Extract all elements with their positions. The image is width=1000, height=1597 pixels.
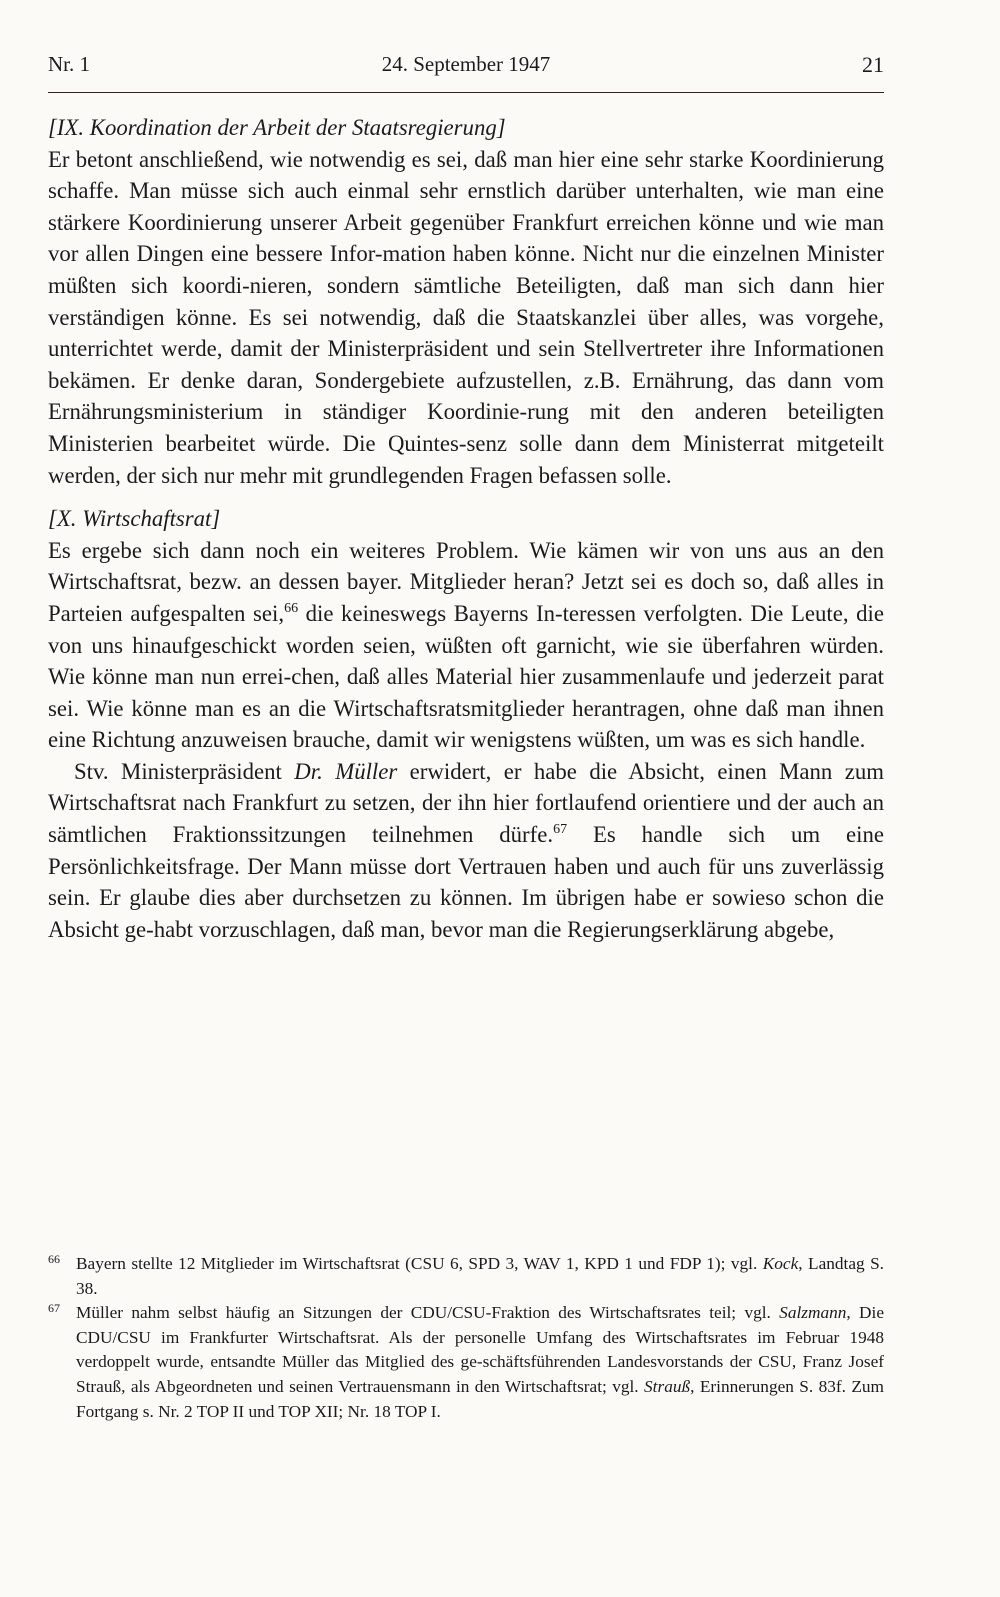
page-header	[48, 48, 884, 93]
footnote-66: 66 Bayern stellte 12 Mitglieder im Wirtschaftsrat (CSU 6, SPD 3, WAV 1, KPD 1 und FDP 1); vgl. Kock, Landtag S. 38.	[48, 1252, 884, 1301]
section-ix-title: [IX. Koordination der Arbeit der Staatsregierung]	[48, 115, 506, 140]
main-text	[48, 112, 884, 945]
footnote-67: 67 Müller nahm selbst häufig an Sitzungen der CDU/CSU-Fraktion des Wirtschaftsrates teil; vgl. Salzmann, Die CDU/CSU im Frankfurter Wirtschaftsrat. Als der personelle Umfang des Wirtschaftsrates im Februar 1948 verdoppelt wurde, entsandte Müller das Mitglied des ge-schäftsführenden Landesvorstands der CSU, Franz Josef Strauß, als Abgeordneten und seinen Vertrauensmann in den Wirtschaftsrat; vgl. Strauß, Erinnerungen S. 83f. Zum Fortgang s. Nr. 2 TOP II und TOP XII; Nr. 18 TOP I.	[48, 1301, 884, 1424]
person-name: Dr. Müller	[294, 758, 398, 784]
footnote-ref-67[interactable]: 67	[553, 822, 568, 838]
page-number: 21	[862, 52, 884, 77]
document-number: Nr. 1	[48, 52, 90, 76]
footnote-ref-66[interactable]: 66	[284, 600, 299, 616]
document-date: 24. September 1947	[381, 52, 551, 76]
section-x-title: [X. Wirtschaftsrat]	[48, 506, 221, 532]
footnote-number: 67	[48, 1301, 60, 1316]
footnotes	[48, 1252, 884, 1424]
footnote-number: 66	[48, 1252, 60, 1266]
section-x-paragraph-1: Es ergebe sich dann noch ein weiteres Problem. Wie kämen wir von uns aus an den Wirtschaftsrat, bezw. an dessen bayer. Mitglieder heran? Jetzt sei es doch so, daß alles in Parteien aufgespalten sei,$^{66}$ die keineswegs Bayerns In-teressen verfolgten. Die Leute, die von uns hinaufgeschickt worden seien, wüßten oft garnicht, wie sie überfahren würden. Wie könne man nun errei-chen, daß alles Material hier zusammenlaufe und jederzeit parat sei. Wie könne man es an die Wirtschaftsratsmitglieder herantragen, ohne daß man ihnen eine Richtung anzuweisen brauche, damit wir wenigstens wüßten, um was es sich handle.	[48, 537, 885, 753]
section-x-paragraph-2: Stv. Ministerpräsident Dr. Müller erwidert, er habe die Absicht, einen Mann zum Wirtschaftsrat nach Frankfurt zu setzen, der ihn hier fortlaufend orientiere und der auch an sämtlichen Fraktionssitzungen teilnehmen dürfe.$^{67}$ Es handle sich um eine Persönlichkeitsfrage. Der Mann müsse dort Vertrauen haben und auch für uns zuverlässig sein. Er glaube dies aber durchsetzen zu können. Im übrigen habe er sowieso schon die Absicht ge-habt vorzuschlagen, daß man, bevor man die Regierungserklärung abgebe,	[48, 758, 885, 942]
section-ix-paragraph: Er betont anschließend, wie notwendig es sei, daß man hier eine sehr starke Koordinierung schaffe. Man müsse sich auch einmal sehr ernstlich darüber unterhalten, wie man eine stärkere Koordinierung unserer Arbeit gegenüber Frankfurt erreichen könne und wie man vor allen Dingen eine bessere Infor-mation haben könne. Nicht nur die einzelnen Minister müßten sich koordi-nieren, sondern sämtliche Beteiligten, daß man sich dann hier verständigen könne. Es sei notwendig, daß die Staatskanzlei über alles, was vorgehe, unterrichtet werde, damit der Ministerpräsident und sein Stellvertreter ihre Informationen bekämen. Er denke daran, Sondergebiete aufzustellen, z.B. Ernährung, das dann vom Ernährungsministerium in ständiger Koordinie-rung mit den anderen beteiligten Ministerien bearbeitet würde. Die Quintes-senz solle dann dem Ministerrat mitgeteilt werden, der sich nur mehr mit grundlegenden Fragen befassen solle.	[48, 146, 884, 488]
